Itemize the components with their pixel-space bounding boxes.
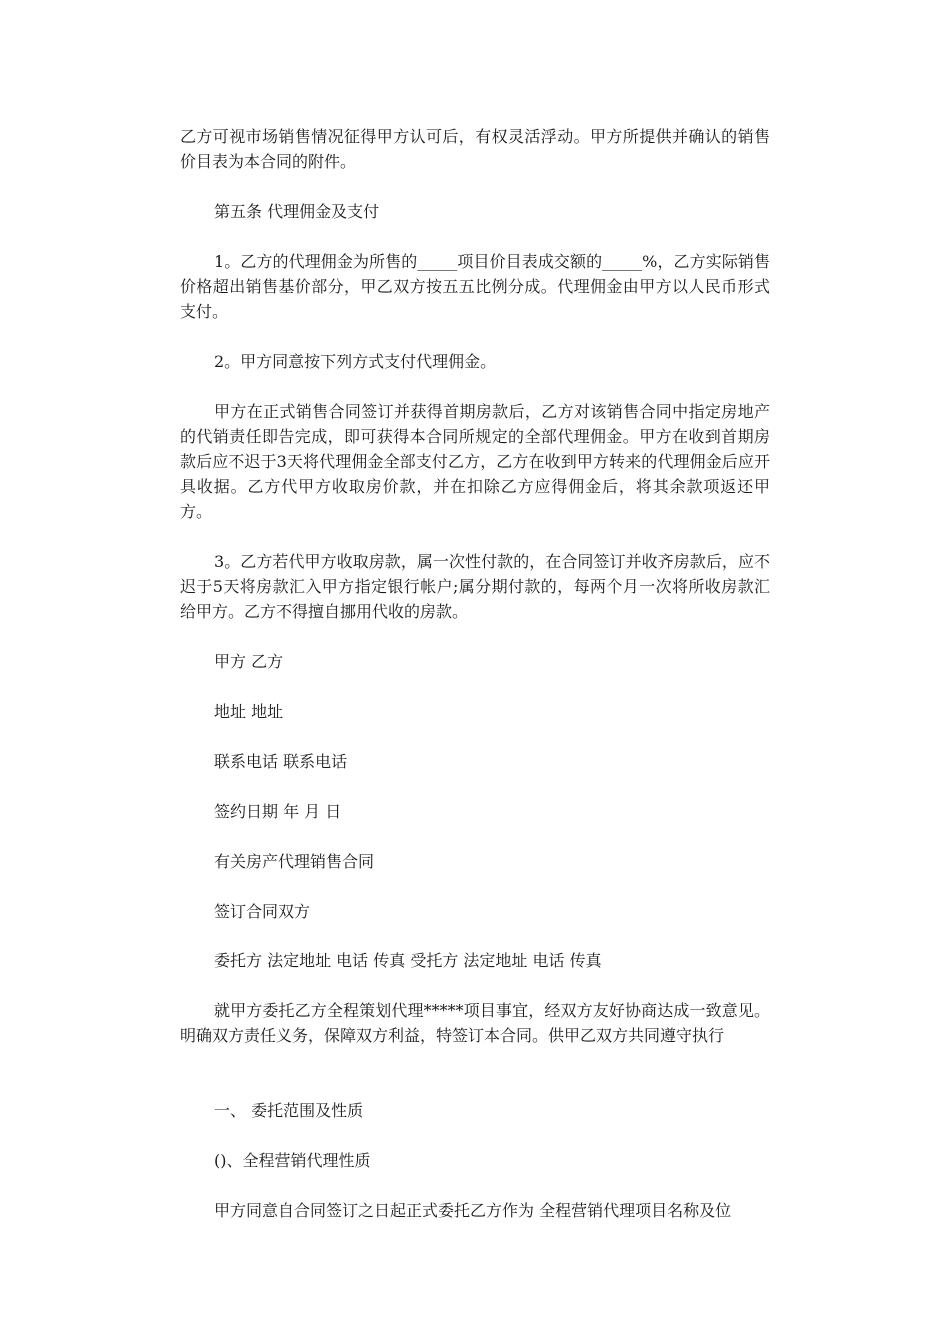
signature-date: 签约日期 年 月 日	[214, 802, 342, 821]
section-one-heading: 一、 委托范围及性质	[214, 1101, 364, 1120]
signature-phone: 联系电话 联系电话	[214, 752, 348, 771]
paragraph-commission-1: 1。乙方的代理佣金为所售的_____项目价目表成交额的_____%，乙方实际销售价格超出销售基价部分，甲乙双方按五五比例分成。代理佣金由甲方以人民币形式支付。	[180, 252, 770, 321]
signature-parties: 甲方 乙方	[214, 652, 284, 671]
subsection-heading: ()、全程营销代理性质	[214, 1151, 371, 1170]
paragraph-price-list: 乙方可视市场销售情况征得甲方认可后，有权灵活浮动。甲方所提供并确认的销售价目表为本合同的附件。	[180, 127, 770, 171]
paragraph-agreement-intro: 就甲方委托乙方全程策划代理*****项目事宜，经双方友好协商达成一致意见。明确双方责任义务，保障双方利益，特签订本合同。供甲乙双方共同遵守执行	[180, 1001, 770, 1045]
paragraph-commission-2: 2。甲方同意按下列方式支付代理佣金。	[214, 352, 497, 371]
paragraph-payment-terms: 甲方在正式销售合同签订并获得首期房款后，乙方对该销售合同中指定房地产的代销责任即告完成，即可获得本合同所规定的全部代理佣金。甲方在收到首期房款后应不迟于3天将代理佣金全部支付乙方，乙方在收到甲方转来的代理佣金后应开具收据。乙方代甲方收取房价款，并在扣除乙方应得佣金后，将其余款项返还甲方。	[180, 402, 770, 521]
paragraph-commission-3: 3。乙方若代甲方收取房款，属一次性付款的，在合同签订并收齐房款后，应不迟于5天将房款汇入甲方指定银行帐户;属分期付款的，每两个月一次将所收房款汇给甲方。乙方不得擅自挪用代收的房款。	[180, 552, 770, 621]
contract-title: 有关房产代理销售合同	[214, 852, 375, 871]
contract-parties-heading: 签订合同双方	[214, 902, 311, 921]
signature-address: 地址 地址	[214, 702, 284, 721]
contract-parties-fields: 委托方 法定地址 电话 传真 受托方 法定地址 电话 传真	[214, 951, 602, 970]
paragraph-appointment: 甲方同意自合同签订之日起正式委托乙方作为 全程营销代理项目名称及位	[214, 1201, 732, 1220]
article-five-heading: 第五条 代理佣金及支付	[214, 202, 380, 221]
